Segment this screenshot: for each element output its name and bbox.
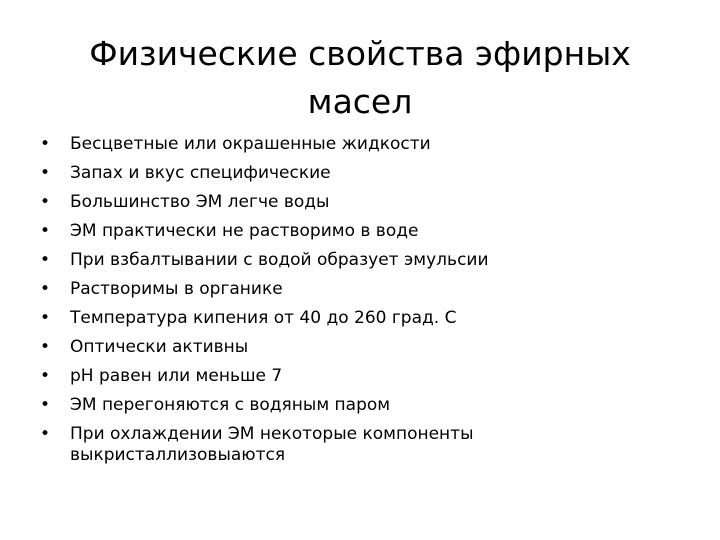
bullet-text: Температура кипения от 40 до 260 град. С [70, 308, 457, 328]
bullet-marker: • [40, 308, 51, 328]
bullet-item [40, 192, 660, 213]
bullet-marker: • [40, 279, 51, 299]
bullet-text: рН равен или меньше 7 [70, 366, 283, 386]
bullet-list [40, 134, 660, 474]
bullet-text: Бесцветные или окрашенные жидкости [70, 134, 431, 154]
bullet-item [40, 308, 660, 329]
bullet-text: Растворимы в органике [70, 279, 283, 299]
bullet-text: Большинство ЭМ легче воды [70, 192, 330, 212]
bullet-text: Оптически активны [70, 337, 249, 357]
bullet-marker: • [40, 424, 51, 444]
bullet-item [40, 163, 660, 184]
bullet-text: ЭМ практически не растворимо в воде [70, 221, 419, 241]
slide-title: Физические свойства эфирных масел [89, 34, 631, 121]
bullet-marker: • [40, 337, 51, 357]
bullet-item [40, 366, 660, 387]
bullet-item [40, 279, 660, 300]
bullet-item [40, 395, 660, 416]
bullet-item [40, 424, 660, 466]
bullet-item [40, 221, 660, 242]
bullet-marker: • [40, 395, 51, 415]
bullet-text: При взбалтывании с водой образует эмульсии [70, 250, 489, 270]
bullet-marker: • [40, 134, 51, 154]
bullet-marker: • [40, 366, 51, 386]
bullet-text: ЭМ перегоняются с водяным паром [70, 395, 391, 415]
bullet-marker: • [40, 163, 51, 183]
bullet-text: Запах и вкус специфические [70, 163, 331, 183]
bullet-marker: • [40, 192, 51, 212]
bullet-item [40, 134, 660, 155]
bullet-item [40, 250, 660, 271]
bullet-text: При охлаждении ЭМ некоторые компоненты выкристаллизовыаются [70, 424, 474, 465]
bullet-item [40, 337, 660, 358]
bullet-marker: • [40, 221, 51, 241]
bullet-marker: • [40, 250, 51, 270]
